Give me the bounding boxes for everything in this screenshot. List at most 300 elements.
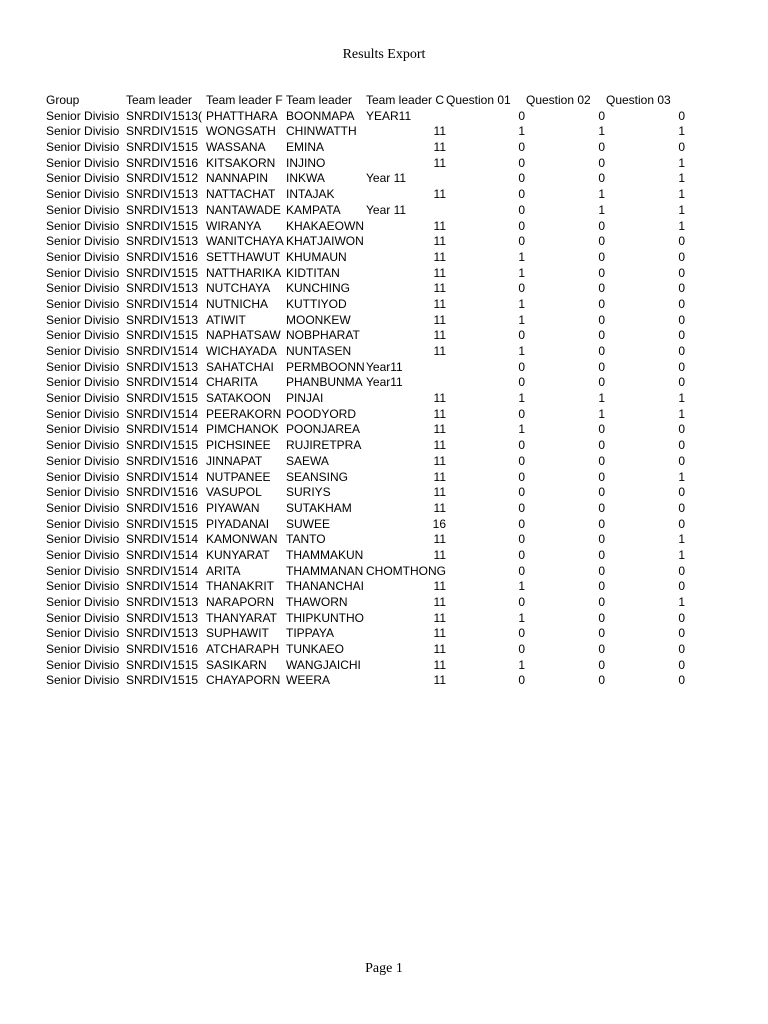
cell-question-02: 0 (598, 657, 605, 672)
cell-last-name: THANANCHAI (286, 579, 365, 594)
cell-question-02: 0 (598, 453, 605, 468)
cell-question-02: 0 (598, 595, 605, 609)
cell-group: Senior Divisio (46, 516, 120, 531)
cell-team-leader-code: SNRDIV1515 (126, 140, 199, 155)
cell-first-name: PIYADANAI (206, 516, 270, 531)
table-row (46, 360, 686, 376)
cell-team-leader-code: SNRDIV1514 (126, 547, 199, 562)
cell-first-name: NUTNICHA (206, 296, 268, 311)
cell-question-03: 0 (678, 249, 685, 264)
cell-question-03: 0 (678, 500, 685, 515)
cell-question-03: 0 (678, 422, 685, 437)
cell-question-01: 0 (518, 532, 525, 547)
cell-team-leader-code: SNRDIV1514 (126, 406, 199, 421)
cell-class-number: 11 (433, 657, 446, 672)
cell-team-leader-code: SNRDIV1515 (126, 124, 199, 139)
cell-first-name: NANNAPIN (206, 171, 269, 186)
cell-group: Senior Divisio (46, 375, 120, 390)
cell-question-01: 1 (518, 391, 525, 406)
cell-group: Senior Divisio (46, 532, 120, 547)
cell-question-01: 1 (518, 249, 525, 264)
cell-question-02: 1 (598, 202, 605, 217)
table-row (46, 595, 686, 611)
cell-question-01: 1 (518, 657, 525, 672)
cell-question-03: 0 (678, 359, 685, 374)
cell-class-number: 11 (433, 406, 446, 421)
cell-question-01: 0 (518, 406, 525, 421)
cell-class-number (396, 203, 446, 219)
cell-class-text: Year 11 (366, 202, 407, 217)
cell-class-text: Year 11 (366, 171, 407, 186)
cell-team-leader-code: SNRDIV1515 (126, 391, 199, 406)
table-row (46, 391, 686, 407)
cell-question-02: 0 (598, 328, 605, 343)
cell-class-number (396, 564, 446, 580)
cell-team-leader-code: SNRDIV1514 (126, 579, 199, 594)
cell-question-02: 0 (598, 249, 605, 264)
cell-question-03: 1 (678, 595, 685, 609)
cell-question-01: 0 (518, 375, 525, 390)
cell-question-03: 1 (678, 202, 685, 217)
cell-team-leader-code: SNRDIV1513 (126, 281, 199, 296)
cell-group: Senior Divisio (46, 422, 120, 437)
cell-class-number: 11 (433, 595, 446, 609)
cell-question-02: 0 (598, 673, 605, 688)
cell-last-name: NUNTASEN (286, 344, 352, 358)
cell-question-01: 0 (518, 595, 525, 609)
page-number: Page 1 (365, 961, 403, 976)
cell-team-leader-code: SNRDIV1513 (126, 202, 199, 217)
cell-question-01: 0 (518, 469, 525, 484)
table-row (46, 611, 686, 627)
cell-last-name: TIPPAYA (286, 626, 335, 641)
cell-class-number (396, 109, 446, 125)
header-question-03: Question 03 (606, 93, 671, 107)
cell-question-02: 0 (598, 375, 605, 390)
cell-question-02: 0 (598, 312, 605, 327)
cell-question-01: 1 (518, 422, 525, 437)
table-row (46, 250, 686, 266)
cell-first-name: SASIKARN (206, 657, 267, 672)
cell-question-03: 0 (678, 579, 685, 594)
cell-class-number: 11 (433, 453, 446, 468)
cell-question-02: 1 (598, 124, 605, 139)
cell-question-03: 0 (678, 140, 685, 155)
cell-first-name: NATTACHAT (206, 187, 276, 202)
cell-question-02: 0 (598, 422, 605, 437)
cell-group: Senior Divisio (46, 626, 120, 641)
cell-question-01: 0 (518, 328, 525, 343)
table-row (46, 407, 686, 423)
cell-question-01: 0 (518, 281, 525, 296)
cell-question-03: 1 (678, 406, 685, 421)
results-table (46, 93, 686, 689)
cell-class-number: 11 (433, 296, 446, 311)
table-row (46, 642, 686, 658)
cell-class-number: 11 (433, 218, 446, 233)
cell-group: Senior Divisio (46, 312, 120, 327)
cell-first-name: PEERAKORN (206, 406, 282, 421)
cell-team-leader-code: SNRDIV1515 (126, 657, 199, 672)
table-row (46, 470, 686, 486)
cell-question-03: 0 (678, 312, 685, 327)
cell-first-name: WIRANYA (206, 218, 262, 233)
cell-last-name: KHUMAUN (286, 249, 347, 264)
cell-last-name: WANGJAICHI (286, 657, 361, 672)
cell-class-number: 11 (433, 485, 446, 500)
cell-team-leader-code: SNRDIV1515 (126, 328, 199, 343)
cell-class-number: 11 (433, 328, 446, 343)
table-row (46, 156, 686, 172)
cell-class-number: 11 (433, 438, 446, 453)
cell-first-name: SAHATCHAI (206, 359, 274, 374)
cell-class-number: 11 (433, 187, 446, 202)
cell-question-03: 1 (678, 547, 685, 562)
cell-class-number: 11 (433, 500, 446, 515)
table-row (46, 375, 686, 391)
cell-question-02: 1 (598, 391, 605, 406)
cell-team-leader-code: SNRDIV1514 (126, 563, 199, 578)
cell-class-number: 11 (433, 155, 446, 170)
cell-question-02: 0 (598, 296, 605, 311)
cell-group: Senior Divisio (46, 469, 120, 484)
cell-class-text: Year11 (366, 375, 403, 390)
table-row (46, 658, 686, 674)
table-row (46, 438, 686, 454)
cell-first-name: WONGSATH (206, 124, 276, 139)
table-row (46, 328, 686, 344)
table-row (46, 203, 686, 219)
cell-class-number: 11 (433, 532, 446, 547)
cell-group: Senior Divisio (46, 500, 120, 515)
cell-question-03: 1 (678, 187, 685, 202)
cell-first-name: SUPHAWIT (206, 626, 269, 641)
cell-last-name: WEERA (286, 673, 331, 688)
header-question-01: Question 01 (446, 93, 511, 107)
cell-last-name: INKWA (286, 171, 325, 186)
cell-team-leader-code: SNRDIV1515 (126, 438, 199, 453)
cell-team-leader-code: SNRDIV1516 (126, 642, 199, 657)
cell-question-02: 0 (598, 626, 605, 641)
cell-group: Senior Divisio (46, 391, 120, 406)
cell-question-03: 1 (678, 155, 685, 170)
cell-question-03: 1 (678, 532, 685, 547)
cell-question-02: 0 (598, 563, 605, 578)
cell-class-number: 11 (433, 140, 446, 155)
cell-first-name: SATAKOON (206, 391, 271, 406)
cell-last-name: INJINO (286, 155, 326, 170)
cell-question-03: 0 (678, 328, 685, 343)
cell-team-leader-code: SNRDIV1512 (126, 171, 199, 186)
cell-group: Senior Divisio (46, 281, 120, 296)
cell-question-01: 0 (518, 563, 525, 578)
cell-last-name: SUTAKHAM (286, 500, 352, 515)
cell-question-03: 0 (678, 438, 685, 453)
cell-question-01: 0 (518, 218, 525, 233)
cell-first-name: SETTHAWUT (206, 249, 281, 264)
cell-question-01: 0 (518, 673, 525, 688)
header-team-leader-code: Team leader (126, 93, 193, 107)
cell-first-name: WANITCHAYA (206, 234, 284, 249)
cell-question-01: 0 (518, 547, 525, 562)
table-row (46, 171, 686, 187)
cell-class-number: 11 (433, 281, 446, 296)
cell-first-name: THANAKRIT (206, 579, 275, 594)
cell-group: Senior Divisio (46, 563, 120, 578)
table-row (46, 344, 686, 360)
cell-last-name: INTAJAK (286, 187, 335, 202)
cell-group: Senior Divisio (46, 642, 120, 657)
table-row (46, 266, 686, 282)
header-question-02: Question 02 (526, 93, 591, 107)
cell-team-leader-code: SNRDIV1515 (126, 218, 199, 233)
cell-team-leader-code: SNRDIV1516 (126, 155, 199, 170)
cell-team-leader-code: SNRDIV1514 (126, 375, 199, 390)
cell-class-number: 11 (433, 391, 446, 406)
cell-last-name: PHANBUNMA (286, 375, 363, 390)
cell-question-03: 0 (678, 516, 685, 531)
cell-question-01: 0 (518, 234, 525, 249)
cell-class-number: 11 (433, 234, 446, 249)
cell-first-name: THANYARAT (206, 610, 277, 625)
cell-last-name: THAWORN (286, 595, 348, 609)
cell-class-number: 11 (433, 422, 446, 437)
cell-question-02: 0 (598, 171, 605, 186)
cell-last-name: KHATJAIWON (286, 234, 364, 249)
cell-last-name: KAMPATA (286, 202, 341, 217)
cell-last-name: PINJAI (286, 391, 324, 406)
cell-last-name: KUTTIYOD (286, 296, 347, 311)
cell-question-03: 0 (678, 375, 685, 390)
cell-last-name: BOONMAPA (286, 108, 355, 123)
header-team-leader-first-name: Team leader F (206, 93, 283, 107)
cell-group: Senior Divisio (46, 202, 120, 217)
cell-question-01: 0 (518, 187, 525, 202)
cell-last-name: MOONKEW (286, 312, 351, 327)
cell-question-02: 0 (598, 500, 605, 515)
cell-team-leader-code: SNRDIV1515 (126, 516, 199, 531)
cell-team-leader-code: SNRDIV1514 (126, 344, 199, 358)
cell-group: Senior Divisio (46, 265, 120, 280)
cell-team-leader-code: SNRDIV1516 (126, 453, 199, 468)
page-title: Results Export (342, 47, 426, 62)
cell-question-03: 0 (678, 296, 685, 311)
cell-group: Senior Divisio (46, 406, 120, 421)
cell-question-01: 1 (518, 610, 525, 625)
cell-question-01: 1 (518, 296, 525, 311)
cell-question-02: 0 (598, 108, 605, 123)
cell-question-03: 0 (678, 610, 685, 625)
table-header-row (46, 93, 686, 109)
cell-last-name: NOBPHARAT (286, 328, 360, 343)
table-row (46, 219, 686, 235)
table-row (46, 579, 686, 595)
cell-question-02: 0 (598, 281, 605, 296)
cell-first-name: CHARITA (206, 375, 258, 390)
cell-class-number: 16 (432, 516, 446, 531)
cell-question-01: 1 (518, 579, 525, 594)
cell-class-number: 11 (433, 249, 446, 264)
cell-question-03: 0 (678, 642, 685, 657)
cell-question-01: 1 (518, 124, 525, 139)
cell-question-02: 0 (598, 265, 605, 280)
cell-group: Senior Divisio (46, 249, 120, 264)
cell-team-leader-code: SNRDIV1515 (126, 265, 199, 280)
cell-question-02: 0 (598, 218, 605, 233)
cell-question-01: 0 (518, 516, 525, 531)
cell-class-number (396, 171, 446, 187)
cell-question-02: 0 (598, 344, 605, 358)
cell-question-01: 0 (518, 108, 525, 123)
cell-team-leader-code: SNRDIV1516 (126, 500, 199, 515)
cell-question-01: 1 (518, 312, 525, 327)
cell-team-leader-code: SNRDIV1515 (126, 673, 199, 688)
table-row (46, 124, 686, 140)
table-row (46, 517, 686, 533)
cell-last-name: SAEWA (286, 453, 329, 468)
cell-question-02: 1 (598, 406, 605, 421)
cell-team-leader-code: SNRDIV1513 (126, 595, 199, 609)
cell-question-01: 1 (518, 265, 525, 280)
cell-group: Senior Divisio (46, 234, 120, 249)
cell-group: Senior Divisio (46, 579, 120, 594)
cell-group: Senior Divisio (46, 673, 120, 688)
cell-question-01: 0 (518, 438, 525, 453)
cell-last-name: THAMMANAN (286, 563, 364, 578)
cell-question-02: 0 (598, 234, 605, 249)
cell-group: Senior Divisio (46, 140, 120, 155)
cell-last-name: SEANSING (286, 469, 349, 484)
cell-question-03: 0 (678, 281, 685, 296)
table-row (46, 501, 686, 517)
cell-team-leader-code: SNRDIV1514 (126, 469, 199, 484)
cell-last-name: KIDTITAN (286, 265, 340, 280)
cell-class-number: 11 (433, 547, 446, 562)
cell-last-name: SURIYS (286, 485, 331, 500)
header-group: Group (46, 93, 80, 107)
cell-question-03: 1 (678, 218, 685, 233)
table-row (46, 109, 686, 125)
cell-group: Senior Divisio (46, 359, 120, 374)
cell-question-02: 0 (598, 642, 605, 657)
cell-first-name: KAMONWAN (206, 532, 278, 547)
table-row (46, 187, 686, 203)
cell-question-01: 0 (518, 626, 525, 641)
cell-question-02: 0 (598, 140, 605, 155)
cell-last-name: TUNKAEO (286, 642, 345, 657)
cell-class-number: 11 (433, 344, 446, 358)
cell-first-name: PIYAWAN (206, 500, 260, 515)
cell-question-03: 1 (678, 391, 685, 406)
cell-question-02: 0 (598, 579, 605, 594)
cell-question-02: 0 (598, 485, 605, 500)
cell-first-name: NUTCHAYA (206, 281, 271, 296)
table-row (46, 234, 686, 250)
table-row (46, 626, 686, 642)
cell-group: Senior Divisio (46, 108, 120, 123)
cell-question-02: 0 (598, 359, 605, 374)
cell-first-name: CHAYAPORN (206, 673, 281, 688)
cell-last-name: THAMMAKUN (286, 547, 364, 562)
cell-team-leader-code: SNRDIV1514 (126, 296, 199, 311)
cell-team-leader-code: SNRDIV1513 (126, 187, 199, 202)
cell-question-03: 0 (678, 673, 685, 688)
cell-group: Senior Divisio (46, 485, 120, 500)
cell-group: Senior Divisio (46, 453, 120, 468)
table-row (46, 313, 686, 329)
cell-class-number (396, 375, 446, 391)
cell-first-name: ATCHARAPH (206, 642, 280, 657)
cell-team-leader-code: SNRDIV1513 (126, 234, 199, 249)
cell-group: Senior Divisio (46, 218, 120, 233)
cell-class-number: 11 (433, 642, 446, 657)
cell-first-name: NARAPORN (206, 595, 275, 609)
table-row (46, 485, 686, 501)
cell-last-name: SUWEE (286, 516, 331, 531)
cell-first-name: WASSANA (206, 140, 266, 155)
cell-first-name: PHATTHARA (206, 108, 278, 123)
cell-first-name: PICHSINEE (206, 438, 271, 453)
cell-last-name: CHINWATTH (286, 124, 357, 139)
table-row (46, 548, 686, 564)
cell-first-name: ATIWIT (206, 312, 246, 327)
cell-question-01: 0 (518, 140, 525, 155)
cell-first-name: NAPHATSAW (206, 328, 281, 343)
cell-last-name: TANTO (286, 532, 326, 547)
cell-group: Senior Divisio (46, 187, 120, 202)
cell-question-01: 0 (518, 642, 525, 657)
cell-first-name: NUTPANEE (206, 469, 271, 484)
cell-last-name: EMINA (286, 140, 325, 155)
cell-question-01: 0 (518, 155, 525, 170)
header-team-leader-class: Team leader C (366, 93, 445, 107)
cell-class-number: 11 (433, 610, 446, 625)
cell-team-leader-code: SNRDIV1513 (126, 610, 199, 625)
cell-first-name: ARITA (206, 563, 241, 578)
cell-class-text: Year11 (366, 359, 403, 374)
cell-question-03: 0 (678, 563, 685, 578)
cell-team-leader-code: SNRDIV1516 (126, 485, 199, 500)
cell-group: Senior Divisio (46, 328, 120, 343)
cell-class-text: CHOMTHONG (366, 563, 446, 578)
cell-question-03: 0 (678, 453, 685, 468)
cell-first-name: WICHAYADA (206, 344, 277, 358)
cell-group: Senior Divisio (46, 171, 120, 186)
cell-question-01: 0 (518, 500, 525, 515)
cell-team-leader-code: SNRDIV1513( (126, 108, 203, 123)
cell-question-02: 0 (598, 155, 605, 170)
cell-class-number: 11 (433, 265, 446, 280)
cell-last-name: POODYORD (286, 406, 357, 421)
cell-class-number: 11 (433, 626, 446, 641)
cell-question-02: 0 (598, 516, 605, 531)
cell-group: Senior Divisio (46, 344, 120, 358)
cell-group: Senior Divisio (46, 155, 120, 170)
cell-team-leader-code: SNRDIV1516 (126, 249, 199, 264)
table-row (46, 422, 686, 438)
cell-group: Senior Divisio (46, 610, 120, 625)
cell-team-leader-code: SNRDIV1514 (126, 422, 199, 437)
cell-question-02: 1 (598, 187, 605, 202)
cell-question-01: 0 (518, 453, 525, 468)
cell-question-03: 0 (678, 265, 685, 280)
cell-class-number: 11 (433, 469, 446, 484)
cell-group: Senior Divisio (46, 657, 120, 672)
cell-group: Senior Divisio (46, 595, 120, 609)
cell-question-02: 0 (598, 438, 605, 453)
cell-question-03: 1 (678, 469, 685, 484)
cell-question-03: 0 (678, 234, 685, 249)
